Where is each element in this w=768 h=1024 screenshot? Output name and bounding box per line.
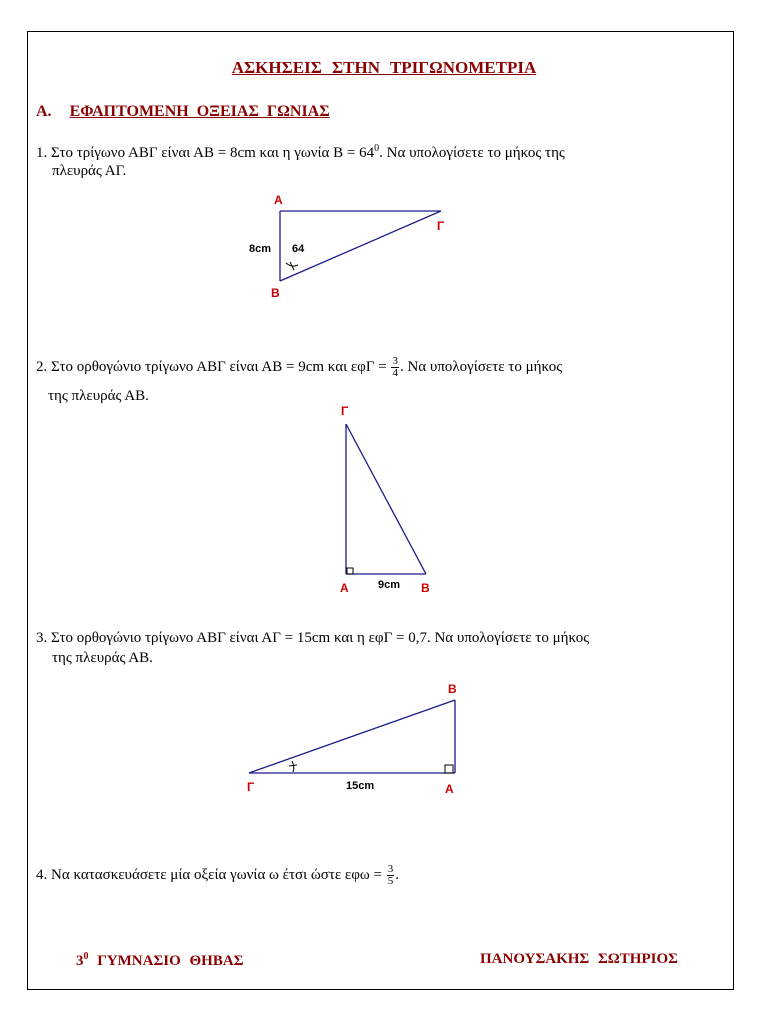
side-label: 8cm bbox=[249, 243, 272, 255]
exercise-2-line-2: της πλευράς ΑΒ. bbox=[48, 388, 149, 404]
exercise-3-line-1: 3. Στο ορθογώνιο τρίγωνο ΑΒΓ είναι ΑΓ = 15cm και η εφΓ = 0,7. Να υπολογίσετε το μήκος bbox=[36, 630, 590, 646]
side-label: 15cm bbox=[346, 780, 375, 792]
page-title: ΑΣΚΗΣΕΙΣ ΣΤΗΝ ΤΡΙΓΩΝΟΜΕΤΡΙΑ bbox=[231, 58, 537, 77]
vertex-g-label: Γ bbox=[247, 780, 255, 794]
exercise-3-line-2: της πλευράς ΑΒ. bbox=[52, 650, 153, 666]
exercise-1-line-1: 1. Στο τρίγωνο ΑΒΓ είναι ΑΒ = 8cm και η γωνία $B = 64^0$. Να υπολογίσετε το μήκος της bbox=[36, 143, 565, 161]
exercise-3-figure bbox=[225, 675, 485, 805]
exercise-2-figure bbox=[330, 402, 450, 602]
side-label: 9cm bbox=[378, 579, 401, 591]
footer-school: $3^0$ ΓΥΜΝΑΣΙΟ ΘΗΒΑΣ bbox=[76, 951, 244, 969]
vertex-b-label: B bbox=[448, 682, 457, 696]
exercise-1-line-2: πλευράς ΑΓ. bbox=[52, 163, 127, 179]
section-text: ΕΦΑΠΤΟΜΕΝΗ ΟΞΕΙΑΣ ΓΩΝΙΑΣ bbox=[69, 103, 330, 120]
vertex-g-label: Γ bbox=[341, 404, 349, 418]
vertex-a-label: A bbox=[340, 581, 349, 595]
angle-label: 64 bbox=[292, 243, 305, 255]
exercise-2-line-1: 2. Στο ορθογώνιο τρίγωνο ΑΒΓ είναι ΑΒ = 9cm και εφΓ = $\frac{3}{4}$ . Να υπολογίσετε το μήκος bbox=[36, 355, 563, 379]
vertex-b-label: B bbox=[421, 581, 430, 595]
vertex-g-label: Γ bbox=[437, 219, 445, 233]
section-heading bbox=[36, 103, 330, 121]
vertex-b-label: B bbox=[271, 286, 280, 300]
vertex-a-label: A bbox=[274, 193, 283, 207]
exercise-4-line: 4. Να κατασκευάσετε μία οξεία γωνία ω έτσι ώστε εφω = $\frac{3}{5}$ . bbox=[36, 863, 399, 887]
exercise-1-figure bbox=[230, 190, 460, 305]
footer-author: ΠΑΝΟΥΣΑΚΗΣ ΣΩΤΗΡΙΟΣ bbox=[480, 951, 678, 967]
fraction-3-5: $\frac{3}{5}$ bbox=[387, 863, 394, 887]
section-letter: A. bbox=[36, 103, 52, 120]
fraction-3-4: $\frac{3}{4}$ bbox=[392, 355, 398, 379]
vertex-a-label: A bbox=[445, 782, 454, 796]
